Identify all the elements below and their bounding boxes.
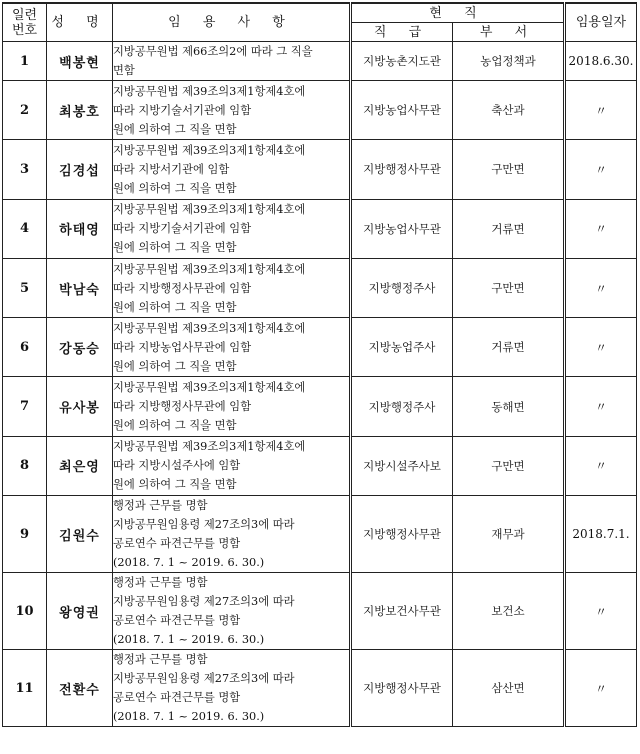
table-row: [3, 140, 637, 199]
detail-line: 지방공무원법 제39조의3제1항제4호에: [113, 321, 306, 335]
row-details: [113, 199, 351, 258]
row-number: 8: [3, 436, 47, 495]
detail-line: 지방공무원법 제39조의3제1항제4호에: [113, 84, 306, 98]
row-position: 지방시설주사보: [351, 436, 453, 495]
row-date: 〃: [565, 377, 637, 436]
table-row: [3, 199, 637, 258]
row-number: 6: [3, 318, 47, 377]
table-row: [3, 650, 637, 727]
detail-line: (2018. 7. 1 ~ 2019. 6. 30.): [113, 633, 265, 647]
row-details: [113, 318, 351, 377]
row-department: 구만면: [453, 436, 565, 495]
detail-line: 지방공무원법 제39조의3제1항제4호에: [113, 143, 306, 157]
detail-line: 공로연수 파견근무를 명함: [113, 691, 241, 705]
row-name: 강동승: [47, 318, 113, 377]
row-department: 구만면: [453, 258, 565, 317]
detail-line: (2018. 7. 1 ~ 2019. 6. 30.): [113, 556, 265, 570]
row-position: 지방행정사무관: [351, 140, 453, 199]
header-serial-no-line1: 일련: [11, 7, 38, 23]
row-details: [113, 496, 351, 573]
header-department: 부 서: [453, 23, 565, 42]
table-row: [3, 573, 637, 650]
detail-line: 원에 의하여 그 직을 면함: [113, 359, 237, 373]
row-name: 백봉현: [47, 42, 113, 81]
row-name: 박남숙: [47, 258, 113, 317]
row-details: [113, 140, 351, 199]
detail-line: 지방공무원법 제39조의3제1항제4호에: [113, 203, 306, 217]
row-date: 〃: [565, 318, 637, 377]
table-row: [3, 436, 637, 495]
row-position: 지방농업사무관: [351, 199, 453, 258]
row-position: 지방행정주사: [351, 377, 453, 436]
detail-line: 원에 의하여 그 직을 면함: [113, 241, 237, 255]
detail-line: 원에 의하여 그 직을 면함: [113, 122, 237, 136]
row-number: 7: [3, 377, 47, 436]
row-date: 〃: [565, 573, 637, 650]
row-number: 1: [3, 42, 47, 81]
row-position: 지방행정사무관: [351, 650, 453, 727]
row-name: 전환수: [47, 650, 113, 727]
table-row: [3, 377, 637, 436]
row-department: 축산과: [453, 81, 565, 140]
detail-line: 따라 지방행정사무관에 임함: [113, 281, 252, 295]
header-serial-no-line2: 번호: [11, 22, 38, 38]
detail-line: 행정과 근무를 명함: [113, 653, 208, 667]
row-number: 3: [3, 140, 47, 199]
header-details: 임 용 사 항: [113, 3, 351, 42]
row-details: [113, 650, 351, 727]
row-details: [113, 81, 351, 140]
detail-line: 따라 지방행정사무관에 임함: [113, 400, 252, 414]
row-position: 지방행정사무관: [351, 496, 453, 573]
detail-line: 지방공무원임용령 제27조의3에 따라: [113, 595, 295, 609]
header-position: 직 급: [351, 23, 453, 42]
appointment-table: [2, 2, 637, 727]
table-row: [3, 496, 637, 573]
detail-line: 지방공무원임용령 제27조의3에 따라: [113, 518, 295, 532]
row-name: 최은영: [47, 436, 113, 495]
header-serial-no: [3, 3, 47, 42]
detail-line: 따라 지방농업사무관에 임함: [113, 340, 252, 354]
row-date: 〃: [565, 81, 637, 140]
row-date: 〃: [565, 199, 637, 258]
row-details: [113, 436, 351, 495]
detail-line: 공로연수 파견근무를 명함: [113, 614, 241, 628]
table-body: [3, 42, 637, 727]
row-department: 보건소: [453, 573, 565, 650]
table-row: [3, 81, 637, 140]
row-details: [113, 573, 351, 650]
header-name: 성 명: [47, 3, 113, 42]
row-position: 지방농업사무관: [351, 81, 453, 140]
detail-line: 지방공무원법 제39조의3제1항제4호에: [113, 262, 306, 276]
detail-line: (2018. 7. 1 ~ 2019. 6. 30.): [113, 710, 265, 724]
table-row: [3, 42, 637, 81]
row-date: 〃: [565, 258, 637, 317]
row-department: 재무과: [453, 496, 565, 573]
row-date: 〃: [565, 650, 637, 727]
row-date: 2018.6.30.: [565, 42, 637, 81]
row-date: 〃: [565, 436, 637, 495]
table-row: [3, 258, 637, 317]
detail-line: 공로연수 파견근무를 명함: [113, 537, 241, 551]
row-date: 〃: [565, 140, 637, 199]
row-position: 지방농촌지도관: [351, 42, 453, 81]
detail-line: 따라 지방서기관에 임함: [113, 162, 230, 176]
detail-line: 원에 의하여 그 직을 면함: [113, 300, 237, 314]
detail-line: 따라 지방시설주사에 임함: [113, 459, 241, 473]
row-position: 지방농업주사: [351, 318, 453, 377]
row-department: 거류면: [453, 199, 565, 258]
row-name: 하태영: [47, 199, 113, 258]
row-department: 삼산면: [453, 650, 565, 727]
row-department: 거류면: [453, 318, 565, 377]
row-department: 구만면: [453, 140, 565, 199]
row-date: 2018.7.1.: [565, 496, 637, 573]
header-date: 임용일자: [565, 3, 637, 42]
row-number: 2: [3, 81, 47, 140]
header-current-post: 현 직: [351, 3, 565, 23]
row-name: 김경섭: [47, 140, 113, 199]
detail-line: 원에 의하여 그 직을 면함: [113, 419, 237, 433]
detail-line: 행정과 근무를 명함: [113, 576, 208, 590]
row-number: 4: [3, 199, 47, 258]
row-number: 10: [3, 573, 47, 650]
detail-line: 면함: [113, 64, 135, 77]
row-details: [113, 377, 351, 436]
row-department: 농업정책과: [453, 42, 565, 81]
detail-line: 따라 지방기술서기관에 임함: [113, 222, 252, 236]
row-number: 11: [3, 650, 47, 727]
detail-line: 지방공무원법 제39조의3제1항제4호에: [113, 381, 306, 395]
detail-line: 따라 지방기술서기관에 임함: [113, 103, 252, 117]
row-position: 지방행정주사: [351, 258, 453, 317]
row-name: 김원수: [47, 496, 113, 573]
row-name: 유사봉: [47, 377, 113, 436]
row-details: [113, 42, 351, 81]
detail-line: 지방공무원임용령 제27조의3에 따라: [113, 672, 295, 686]
table-row: [3, 318, 637, 377]
detail-line: 원에 의하여 그 직을 면함: [113, 478, 237, 492]
row-number: 5: [3, 258, 47, 317]
row-number: 9: [3, 496, 47, 573]
detail-line: 지방공무원법 제39조의3제1항제4호에: [113, 440, 306, 454]
row-position: 지방보건사무관: [351, 573, 453, 650]
row-details: [113, 258, 351, 317]
detail-line: 행정과 근무를 명함: [113, 499, 208, 513]
row-name: 왕영권: [47, 573, 113, 650]
row-department: 동해면: [453, 377, 565, 436]
detail-line: 지방공무원법 제66조의2에 따라 그 직을: [113, 45, 313, 58]
row-name: 최봉호: [47, 81, 113, 140]
detail-line: 원에 의하여 그 직을 면함: [113, 181, 237, 195]
